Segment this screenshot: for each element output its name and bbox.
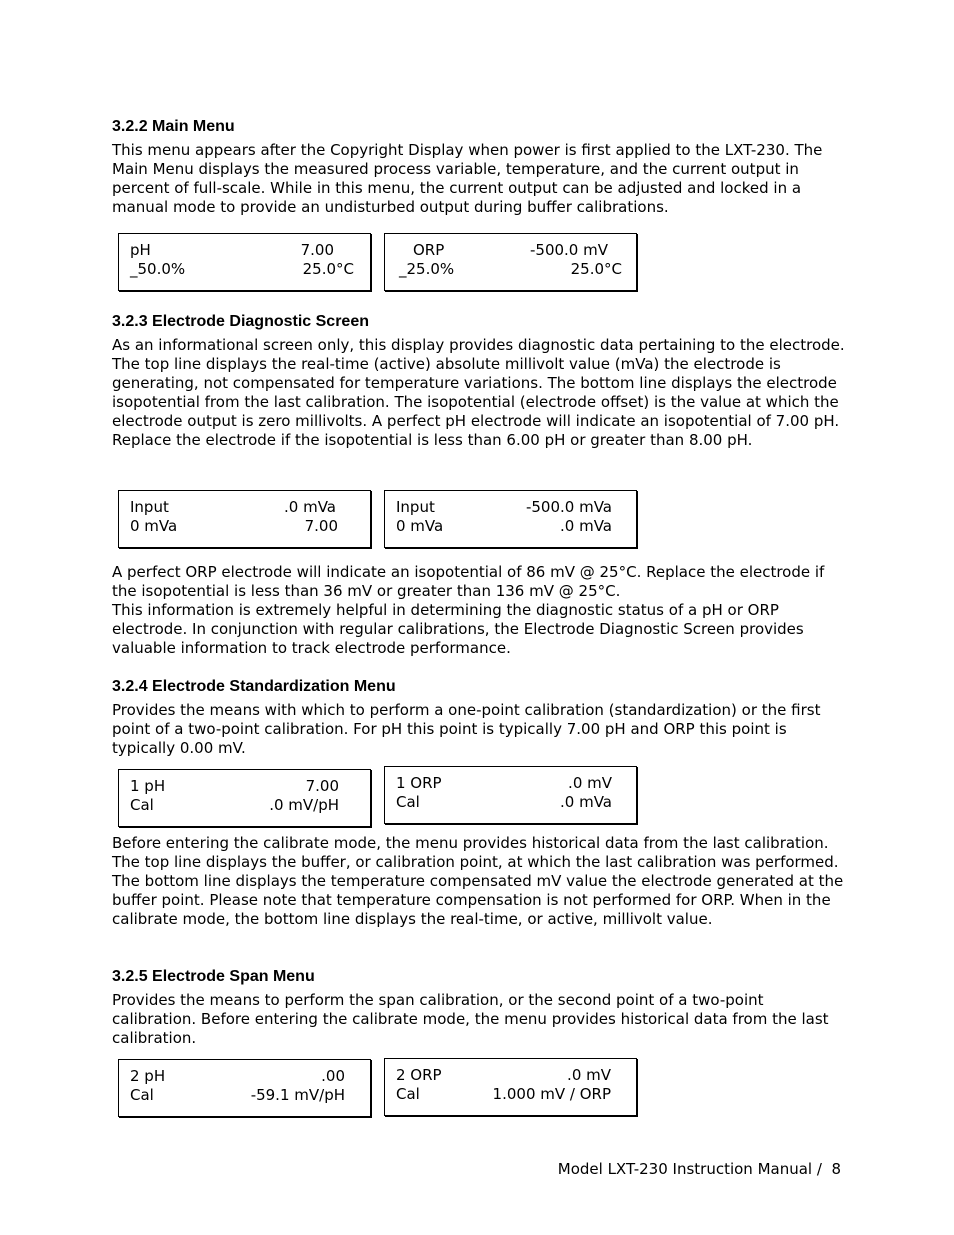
- lcd-main-orp: [384, 233, 637, 291]
- lcd-top-right: -500.0 mV: [530, 241, 608, 259]
- lcd-top-right: .0 mV: [568, 774, 612, 792]
- lcd-bottom-left: Cal: [130, 796, 154, 814]
- diagnostic-paragraph-2: A perfect ORP electrode will indicate an isopotential of 86 mV @ 25°C. Replace the electrode if the isopotential is less than 36 mV or greater than 136 mV @ 25°C.: [112, 563, 825, 600]
- section-heading-main-menu: 3.2.2 Main Menu: [112, 118, 235, 135]
- lcd-top-right: 7.00: [300, 241, 334, 259]
- span-paragraph: Provides the means to perform the span calibration, or the second point of a two-point calibration. Before entering the calibrate mode, the menu provides historical data from the last calibration.: [112, 991, 829, 1047]
- lcd-bottom-right: .0 mVa: [560, 517, 612, 535]
- lcd-bottom-left: Cal: [396, 793, 420, 811]
- lcd-span-ph: [118, 1059, 371, 1117]
- lcd-bottom-right: 1.000 mV / ORP: [492, 1085, 611, 1103]
- lcd-bottom-right: 7.00: [304, 517, 338, 535]
- lcd-top-left: 2 pH: [130, 1067, 166, 1085]
- page-footer: Model LXT-230 Instruction Manual / 8: [557, 1160, 841, 1178]
- main-menu-paragraph: This menu appears after the Copyright Display when power is first applied to the LXT-230. The Main Menu displays the measured process variable, temperature, and the current output in percent of full-scale. While in this menu, the current output can be adjusted and locked in a manual mode to provide an undisturbed output during buffer calibrations.: [112, 141, 823, 216]
- section-heading-span: 3.2.5 Electrode Span Menu: [112, 968, 315, 985]
- lcd-top-left: 2 ORP: [396, 1066, 442, 1084]
- lcd-top-right: .00: [321, 1067, 345, 1085]
- section-heading-diagnostic: 3.2.3 Electrode Diagnostic Screen: [112, 313, 369, 330]
- lcd-bottom-left: _25.0%: [399, 260, 455, 278]
- lcd-bottom-right: -59.1 mV/pH: [250, 1086, 345, 1104]
- lcd-bottom-left: Cal: [396, 1085, 420, 1103]
- lcd-span-orp: [384, 1058, 637, 1116]
- section-heading-standardization: 3.2.4 Electrode Standardization Menu: [112, 678, 396, 695]
- lcd-bottom-left: Cal: [130, 1086, 154, 1104]
- lcd-diagnostic-ph: [118, 490, 371, 548]
- lcd-bottom-left: 0 mVa: [130, 517, 178, 535]
- lcd-top-right: .0 mVa: [284, 498, 336, 516]
- lcd-bottom-right: .0 mVa: [560, 793, 612, 811]
- lcd-top-left: ORP: [413, 241, 445, 259]
- standardization-paragraph-2: Before entering the calibrate mode, the menu provides historical data from the last calibration. The top line displays the buffer, or calibration point, at which the last calibration was performed. The bottom line displays the temperature compensated mV value the electrode generated at the buffer point. Please note that temperature compensation is not performed for ORP. When in the calibrate mode, the bottom line displays the real-time, or active, millivolt value.: [112, 834, 844, 928]
- lcd-bottom-right: 25.0°C: [570, 260, 622, 278]
- standardization-paragraph-1: Provides the means with which to perform a one-point calibration (standardization) or the first point of a two-point calibration. For pH this point is typically 7.00 pH and ORP this point is typically 0.00 mV.: [112, 701, 821, 757]
- lcd-top-left: Input: [396, 498, 435, 516]
- diagnostic-paragraph-3: This information is extremely helpful in determining the diagnostic status of a pH or ORP electrode. In conjunction with regular calibrations, the Electrode Diagnostic Screen provides valuable information to track electrode performance.: [112, 601, 804, 657]
- lcd-bottom-left: 0 mVa: [396, 517, 444, 535]
- lcd-bottom-right: .0 mV/pH: [269, 796, 339, 814]
- lcd-standardization-orp: [384, 766, 637, 824]
- lcd-top-left: 1 pH: [130, 777, 166, 795]
- lcd-top-left: 1 ORP: [396, 774, 442, 792]
- lcd-top-left: pH: [130, 241, 151, 259]
- diagnostic-paragraph-1: As an informational screen only, this display provides diagnostic data pertaining to the electrode. The top line displays the real-time (active) absolute millivolt value (mVa) the electrode is generating, not compensated for temperature variations. The bottom line displays the electrode isopotential from the last calibration. The isopotential (electrode offset) is the value at which the electrode output is zero millivolts. A perfect pH electrode will indicate an isopotential of 7.00 pH. Replace the electrode if the isopotential is less than 6.00 pH or greater than 8.00 pH.: [112, 336, 845, 449]
- lcd-diagnostic-orp: [384, 490, 637, 548]
- lcd-bottom-left: _50.0%: [130, 260, 186, 278]
- lcd-top-right: -500.0 mVa: [525, 498, 612, 516]
- lcd-top-right: .0 mV: [567, 1066, 611, 1084]
- lcd-main-ph: [118, 233, 371, 291]
- lcd-standardization-ph: [118, 769, 371, 827]
- lcd-top-right: 7.00: [305, 777, 339, 795]
- lcd-top-left: Input: [130, 498, 169, 516]
- lcd-bottom-right: 25.0°C: [302, 260, 354, 278]
